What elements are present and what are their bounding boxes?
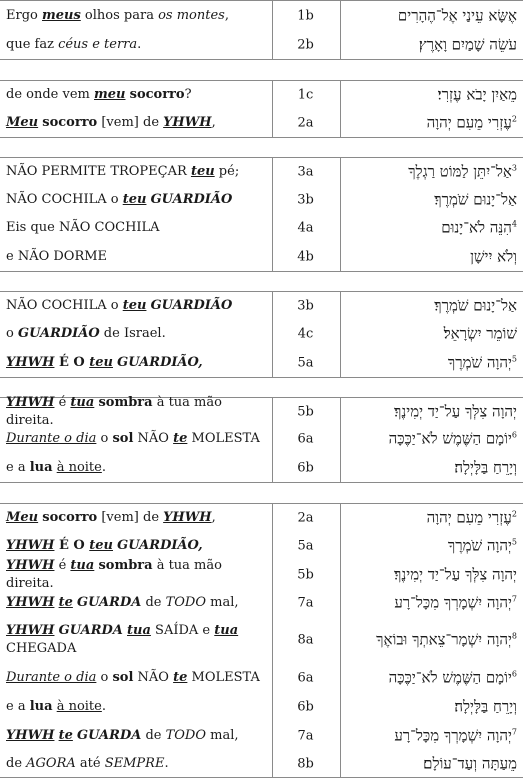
- text-segment: Ergo: [6, 7, 42, 23]
- text-segment: céus e terra: [58, 36, 138, 52]
- verse-reference: 2b: [297, 37, 314, 52]
- column-divider: [340, 292, 341, 320]
- column-divider: [272, 425, 273, 453]
- column-divider: [272, 617, 273, 663]
- text-segment: lua: [29, 459, 53, 475]
- text-segment: tua: [70, 394, 95, 410]
- column-divider: [272, 108, 273, 137]
- table-row: [0, 0, 523, 30]
- text-segment: Durante o dia: [6, 670, 97, 685]
- column-divider: [272, 158, 273, 186]
- column-divider: [272, 589, 273, 617]
- text-segment: sombra: [98, 394, 153, 410]
- text-segment: NÃO PERMITE TROPEÇAR: [6, 164, 191, 179]
- hebrew-segment: יְהוָה יִשְׁמָרְךָ מִכָּל־רָע: [394, 726, 512, 744]
- column-divider: [272, 242, 273, 271]
- text-segment: GUARDIÃO,: [117, 354, 203, 370]
- verse-number: 6: [511, 669, 517, 679]
- text-segment: é: [54, 394, 71, 410]
- table-row: [0, 663, 523, 693]
- text-segment: GUARDIÃO: [17, 326, 100, 341]
- portuguese-text: [6, 755, 268, 773]
- hebrew-text: [349, 85, 517, 104]
- text-segment: teu: [122, 298, 147, 313]
- text-segment: TODO: [165, 595, 207, 610]
- text-segment: Eis que NÃO COCHILA: [6, 220, 160, 235]
- text-segment: meu: [94, 86, 126, 102]
- hebrew-text: [349, 594, 517, 613]
- table-row: [0, 186, 523, 214]
- verse-number: 5: [511, 537, 517, 547]
- hebrew-text: [349, 163, 517, 182]
- column-divider: [272, 693, 273, 721]
- table-row: [0, 425, 523, 453]
- table-row: [0, 750, 523, 778]
- text-segment: teu: [89, 354, 113, 370]
- text-segment: mal,: [206, 595, 239, 610]
- text-segment: ,: [211, 114, 216, 130]
- table-row: [0, 721, 523, 750]
- verse-reference: 4b: [297, 249, 314, 264]
- column-divider: [272, 292, 273, 320]
- portuguese-text: [6, 325, 268, 343]
- column-divider: [272, 1, 273, 30]
- portuguese-text: [6, 557, 268, 593]
- hebrew-segment: יְהוָה שֹׁמְרֶךָ: [447, 536, 512, 555]
- verse-reference: 5a: [297, 355, 314, 370]
- hebrew-segment: הִנֵּה לֹא־יָנוּם: [441, 218, 512, 237]
- text-segment: .: [101, 459, 106, 475]
- column-divider: [272, 398, 273, 425]
- verse-reference: 6b: [297, 460, 314, 475]
- text-segment: te: [173, 670, 188, 685]
- verse-reference: 6a: [297, 670, 314, 686]
- text-segment: YHWH: [163, 114, 212, 130]
- verse-reference: 3a: [297, 164, 314, 180]
- verse-number: 7: [511, 594, 517, 604]
- text-segment: .: [101, 699, 106, 714]
- portuguese-text: [6, 594, 268, 612]
- text-segment: TODO: [165, 727, 207, 743]
- text-segment: à noite: [56, 699, 102, 714]
- table-row: [0, 30, 523, 60]
- table-row: [0, 214, 523, 242]
- hebrew-text: [349, 247, 517, 266]
- text-segment: GUARDIÃO: [150, 192, 233, 207]
- text-segment: socorro: [129, 86, 185, 102]
- verse-number: 6: [511, 430, 517, 440]
- table-row: [0, 320, 523, 348]
- text-segment: e a: [6, 459, 30, 475]
- hebrew-text: [349, 754, 517, 773]
- table-row: [0, 693, 523, 721]
- text-segment: SEMPRE: [104, 755, 165, 771]
- column-divider: [340, 320, 341, 348]
- text-segment: GUARDIÃO: [150, 298, 233, 313]
- text-segment: à tua mão direita.: [6, 394, 222, 428]
- text-segment: sol: [112, 431, 134, 446]
- verse-number: 2: [511, 509, 517, 518]
- text-segment: MOLESTA: [187, 431, 260, 446]
- column-divider: [340, 750, 341, 777]
- text-segment: NÃO: [133, 670, 174, 685]
- table-row: [0, 291, 523, 320]
- hebrew-segment: וְיָרֵחַ בַּלָּיְלָה׃: [454, 697, 517, 716]
- text-segment: teu: [190, 164, 215, 179]
- hebrew-text: [349, 353, 517, 372]
- table-row: [0, 453, 523, 483]
- verse-reference: 5b: [297, 404, 314, 419]
- text-segment: socorro: [42, 114, 98, 130]
- text-segment: YHWH: [6, 558, 55, 573]
- text-segment: Meu: [6, 114, 39, 130]
- column-divider: [340, 348, 341, 377]
- portuguese-text: [6, 248, 268, 266]
- text-segment: GUARDA: [77, 595, 142, 610]
- column-divider: [340, 721, 341, 750]
- hebrew-text: [349, 402, 517, 421]
- text-segment: CHEGADA: [6, 641, 77, 656]
- column-divider: [340, 453, 341, 482]
- hebrew-segment: יוֹמָם הַשֶּׁמֶשׁ לֹא־יַכֶּכָּה: [388, 668, 512, 687]
- text-segment: olhos para: [80, 7, 159, 23]
- text-segment: de: [6, 755, 27, 771]
- column-divider: [340, 617, 341, 663]
- verse-reference: 7a: [297, 728, 314, 743]
- column-divider: [272, 81, 273, 108]
- verse-reference: 5b: [297, 567, 314, 583]
- text-segment: te: [173, 431, 188, 446]
- text-segment: GUARDA: [77, 727, 142, 743]
- column-divider: [340, 158, 341, 186]
- hebrew-text: [349, 6, 517, 25]
- text-segment: é: [54, 558, 71, 573]
- table-row: [0, 558, 523, 591]
- text-segment: tua: [70, 558, 95, 573]
- text-segment: que faz: [6, 36, 59, 52]
- text-segment: o: [6, 326, 18, 341]
- hebrew-text: [349, 458, 517, 477]
- portuguese-text: [6, 430, 268, 448]
- text-segment: .: [164, 755, 169, 771]
- hebrew-segment: עֶזְרִי מֵעִם יְהוָה: [426, 113, 512, 131]
- text-segment: de: [141, 727, 166, 743]
- table-row: [0, 242, 523, 272]
- portuguese-text: [6, 727, 268, 745]
- verse-reference: 3b: [297, 192, 314, 208]
- text-segment: ,: [211, 509, 216, 525]
- portuguese-text: [6, 459, 268, 477]
- table-row: [0, 503, 523, 531]
- column-divider: [272, 663, 273, 693]
- hebrew-text: [349, 508, 517, 527]
- portuguese-text: [6, 669, 268, 687]
- text-segment: lua: [29, 699, 53, 714]
- column-divider: [340, 242, 341, 271]
- text-segment: [vem] de: [97, 509, 164, 525]
- portuguese-text: [6, 622, 268, 658]
- text-segment: ?: [184, 86, 192, 102]
- text-segment: É O: [54, 354, 90, 370]
- column-divider: [340, 589, 341, 617]
- text-segment: de: [141, 595, 166, 610]
- hebrew-segment: יְהוָה יִשְׁמָר־צֵאתְךָ וּבוֹאֶךָ: [376, 630, 512, 649]
- column-divider: [340, 108, 341, 137]
- column-divider: [340, 693, 341, 721]
- hebrew-text: [349, 631, 517, 650]
- table-row: [0, 348, 523, 378]
- hebrew-segment: אַל־יָנוּם שֹׁמְרֶךָ׃: [434, 190, 517, 209]
- table-row: [0, 108, 523, 138]
- text-segment: YHWH: [6, 727, 55, 743]
- verse-reference: 8b: [297, 756, 314, 771]
- portuguese-text: [6, 163, 268, 181]
- portuguese-text: [6, 86, 268, 104]
- column-divider: [272, 30, 273, 59]
- verse-reference: 6a: [297, 431, 314, 447]
- portuguese-text: [6, 219, 268, 237]
- verse-reference: 7a: [297, 595, 314, 611]
- column-divider: [340, 398, 341, 425]
- column-divider: [272, 750, 273, 777]
- hebrew-segment: עֹשֵׂה שָׁמַיִם וָאָרֶץ׃: [418, 35, 517, 53]
- text-segment: os montes: [158, 7, 225, 23]
- text-segment: de Israel.: [99, 326, 166, 341]
- table-row: [0, 589, 523, 617]
- text-segment: pé;: [214, 164, 240, 179]
- column-divider: [272, 453, 273, 482]
- text-segment: e NÃO DORME: [6, 248, 108, 264]
- text-segment: GUARDIÃO,: [117, 538, 203, 553]
- verse-reference: 4a: [297, 220, 314, 236]
- portuguese-text: [6, 114, 268, 132]
- text-segment: à tua mão direita.: [6, 558, 222, 591]
- verse-reference: 4c: [297, 326, 314, 342]
- column-divider: [340, 186, 341, 214]
- hebrew-text: [349, 430, 517, 449]
- text-segment: mal,: [206, 727, 239, 743]
- text-segment: YHWH: [6, 354, 55, 370]
- text-segment: tua: [127, 623, 151, 638]
- hebrew-segment: יְהוָה יִשְׁמָרְךָ מִכָּל־רָע: [394, 593, 512, 612]
- column-divider: [340, 504, 341, 531]
- hebrew-segment: וְיָרֵחַ בַּלָּיְלָה׃: [454, 458, 517, 476]
- text-segment: [vem] de: [97, 114, 164, 130]
- text-segment: meus: [42, 7, 81, 23]
- text-segment: YHWH: [6, 538, 55, 553]
- column-divider: [272, 320, 273, 348]
- text-segment: AGORA: [26, 755, 76, 771]
- verse-reference: 3b: [297, 298, 314, 314]
- text-segment: NÃO COCHILA o: [6, 192, 123, 207]
- hebrew-text: [349, 113, 517, 132]
- column-divider: [272, 721, 273, 750]
- hebrew-segment: יְהוָה צִלְּךָ עַל־יַד יְמִינֶךָ׃: [394, 565, 517, 584]
- verse-number: 2: [511, 114, 517, 123]
- hebrew-segment: אֶשָּׂא עֵינַי אֶל־הֶהָרִים: [397, 6, 517, 24]
- text-segment: YHWH: [163, 509, 212, 525]
- verse-number: 5: [511, 354, 517, 363]
- table-row: [0, 80, 523, 108]
- portuguese-text: [6, 698, 268, 716]
- verse-reference: 8a: [297, 632, 314, 648]
- text-segment: o: [96, 670, 113, 685]
- text-segment: de onde vem: [6, 86, 94, 102]
- hebrew-segment: מֵעַתָּה וְעַד־עוֹלָם׃: [423, 754, 517, 772]
- hebrew-text: [349, 219, 517, 238]
- verse-number: 8: [511, 631, 517, 641]
- text-segment: Durante o dia: [6, 431, 97, 446]
- column-divider: [340, 81, 341, 108]
- text-segment: YHWH: [6, 394, 55, 410]
- text-segment: MOLESTA: [187, 670, 260, 685]
- column-divider: [272, 186, 273, 214]
- hebrew-text: [349, 191, 517, 210]
- text-segment: socorro: [42, 509, 98, 525]
- column-divider: [340, 214, 341, 242]
- portuguese-text: [6, 36, 268, 54]
- column-divider: [272, 348, 273, 377]
- portuguese-text: [6, 7, 268, 25]
- verse-reference: 5a: [297, 538, 314, 554]
- text-segment: É O: [54, 538, 90, 553]
- hebrew-text: [349, 726, 517, 745]
- table-row: [0, 617, 523, 663]
- hebrew-segment: יְהוָה שֹׁמְרֶךָ: [447, 353, 512, 371]
- text-segment: YHWH: [6, 623, 55, 638]
- hebrew-segment: שׁוֹמֵר יִשְׂרָאֵל׃: [443, 324, 517, 343]
- column-divider: [272, 561, 273, 589]
- hebrew-text: [349, 537, 517, 556]
- table-row: [0, 157, 523, 186]
- portuguese-text: [6, 297, 268, 315]
- column-divider: [340, 30, 341, 59]
- portuguese-text: [6, 509, 268, 527]
- portuguese-text: [6, 191, 268, 209]
- hebrew-segment: אַל־יִתֵּן לַמּוֹט רַגְלֶךָ: [408, 162, 512, 181]
- portuguese-text: [6, 537, 268, 555]
- text-segment: ,: [224, 7, 229, 23]
- hebrew-text: [349, 297, 517, 316]
- hebrew-segment: וְלֹא יִישָׁן: [470, 247, 517, 265]
- text-segment: teu: [89, 538, 113, 553]
- hebrew-text: [349, 325, 517, 344]
- portuguese-text: [6, 354, 268, 372]
- text-segment: sombra: [98, 558, 153, 573]
- hebrew-segment: יוֹמָם הַשֶּׁמֶשׁ לֹא־יַכֶּכָּה: [388, 429, 512, 448]
- text-segment: te: [58, 727, 73, 743]
- text-segment: GUARDA: [58, 623, 123, 638]
- text-segment: até: [75, 755, 105, 771]
- verse-reference: 1b: [297, 8, 314, 23]
- table-row: [0, 394, 523, 428]
- text-segment: sol: [112, 670, 134, 685]
- text-segment: tua: [214, 623, 239, 638]
- column-divider: [272, 504, 273, 531]
- text-segment: .: [137, 36, 142, 52]
- column-divider: [272, 531, 273, 561]
- hebrew-text: [349, 566, 517, 585]
- hebrew-text: [349, 669, 517, 688]
- hebrew-segment: מֵאַיִן יָבֹא עֶזְרִי׃: [437, 85, 517, 103]
- verse-reference: 2a: [297, 115, 314, 130]
- text-segment: teu: [122, 192, 147, 207]
- hebrew-text: [349, 35, 517, 54]
- verse-number: 4: [511, 219, 517, 229]
- hebrew-segment: אַל־יָנוּם שֹׁמְרֶךָ׃: [434, 296, 517, 315]
- text-segment: e a: [6, 699, 30, 714]
- text-segment: NÃO: [133, 431, 174, 446]
- hebrew-segment: יְהוָה צִלְּךָ עַל־יַד יְמִינֶךָ׃: [394, 402, 517, 420]
- column-divider: [340, 1, 341, 30]
- column-divider: [340, 425, 341, 453]
- column-divider: [340, 531, 341, 561]
- text-segment: te: [58, 595, 73, 610]
- verse-number: 3: [511, 163, 517, 173]
- column-divider: [340, 561, 341, 589]
- verse-reference: 1c: [297, 87, 314, 102]
- text-segment: o: [96, 431, 113, 446]
- column-divider: [272, 214, 273, 242]
- text-segment: NÃO COCHILA o: [6, 298, 123, 313]
- hebrew-text: [349, 698, 517, 717]
- text-segment: à noite: [56, 459, 102, 475]
- text-segment: SAÍDA e: [150, 623, 215, 638]
- verse-reference: 2a: [297, 510, 314, 525]
- text-segment: Meu: [6, 509, 39, 525]
- verse-reference: 6b: [297, 699, 314, 715]
- column-divider: [340, 663, 341, 693]
- hebrew-segment: עֶזְרִי מֵעִם יְהוָה: [426, 508, 512, 526]
- verse-number: 7: [511, 727, 517, 736]
- text-segment: YHWH: [6, 595, 55, 610]
